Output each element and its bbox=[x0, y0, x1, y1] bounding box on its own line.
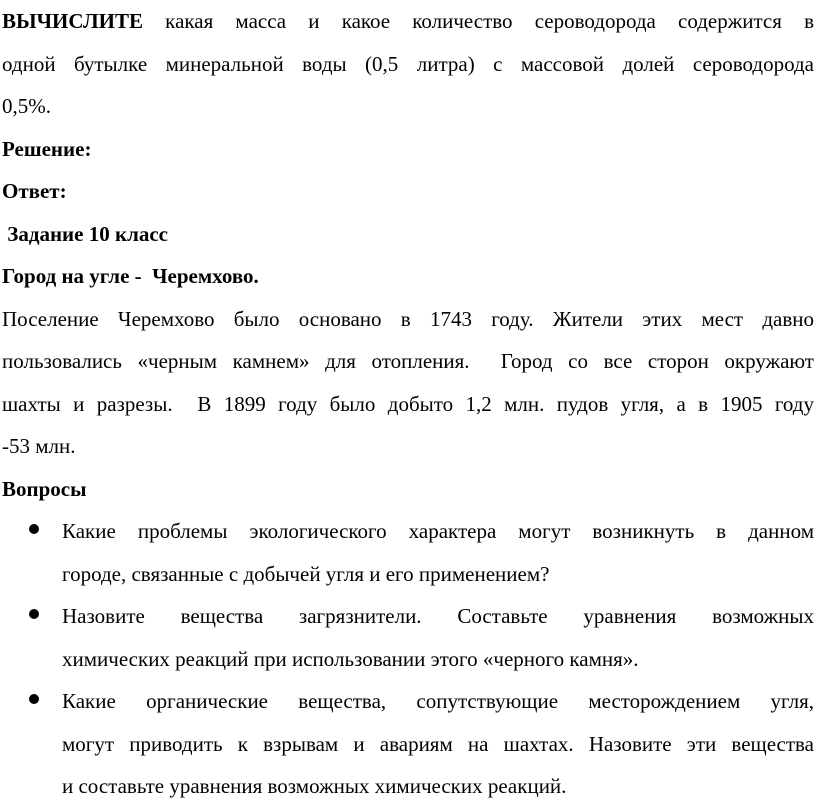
task1-line-1 bbox=[2, 0, 814, 43]
task10-paragraph bbox=[2, 298, 814, 468]
document-page bbox=[2, 0, 814, 808]
task1-line-1-text: какая масса и какое количество сероводорода содержится в bbox=[143, 9, 814, 33]
question-3-line-3: и составьте уравнения возможных химических реакций. bbox=[62, 774, 567, 798]
question-item bbox=[2, 510, 814, 595]
question-3-line-1: Какие органические вещества, сопутствующие месторождением угля, bbox=[62, 689, 814, 713]
bullet-icon bbox=[29, 609, 39, 619]
paragraph-line-3: шахты и разрезы. В 1899 году было добыто 1,2 млн. пудов угля, а в 1905 году bbox=[2, 391, 814, 416]
paragraph-line-1: Поселение Черемхово было основано в 1743 году. Жители этих мест давно bbox=[2, 306, 814, 331]
question-text bbox=[62, 680, 814, 808]
task1-lead-bold: ВЫЧИСЛИТЕ bbox=[2, 9, 144, 33]
question-text bbox=[62, 595, 814, 680]
paragraph-line-4: -53 млн. bbox=[2, 434, 76, 458]
answer-label: Ответ: bbox=[2, 179, 67, 203]
questions-label: Вопросы bbox=[2, 476, 87, 501]
question-2-line-2: химических реакций при использовании этого «черного камня». bbox=[62, 646, 639, 671]
paragraph-line-2: пользовались «черным камнем» для отопления. Город со все сторон окружают bbox=[2, 349, 814, 373]
question-item bbox=[2, 595, 814, 680]
question-text bbox=[62, 510, 814, 595]
question-1-line-2: городе, связанные с добычей угля и его применением? bbox=[62, 561, 550, 586]
task1-line-2: одной бутылке минеральной воды (0,5 литра) с массовой долей сероводорода bbox=[2, 51, 814, 76]
task1-paragraph bbox=[2, 0, 814, 128]
question-1-line-1: Какие проблемы экологического характера могут возникнуть в данном bbox=[62, 519, 814, 543]
bullet-icon bbox=[29, 524, 39, 534]
question-item bbox=[2, 680, 814, 808]
task1-line-3: 0,5%. bbox=[2, 94, 51, 118]
bullet-icon bbox=[29, 694, 39, 704]
solution-label: Решение: bbox=[2, 136, 92, 161]
question-2-line-1: Назовите вещества загрязнители. Составьте уравнения возможных bbox=[62, 604, 814, 628]
task10-title: Задание 10 класс bbox=[2, 221, 169, 246]
questions-list bbox=[2, 510, 814, 808]
task10-subtitle: Город на угле - Черемхово. bbox=[2, 264, 259, 288]
question-3-line-2: могут приводить к взрывам и авариям на шахтах. Назовите эти вещества bbox=[62, 731, 814, 756]
